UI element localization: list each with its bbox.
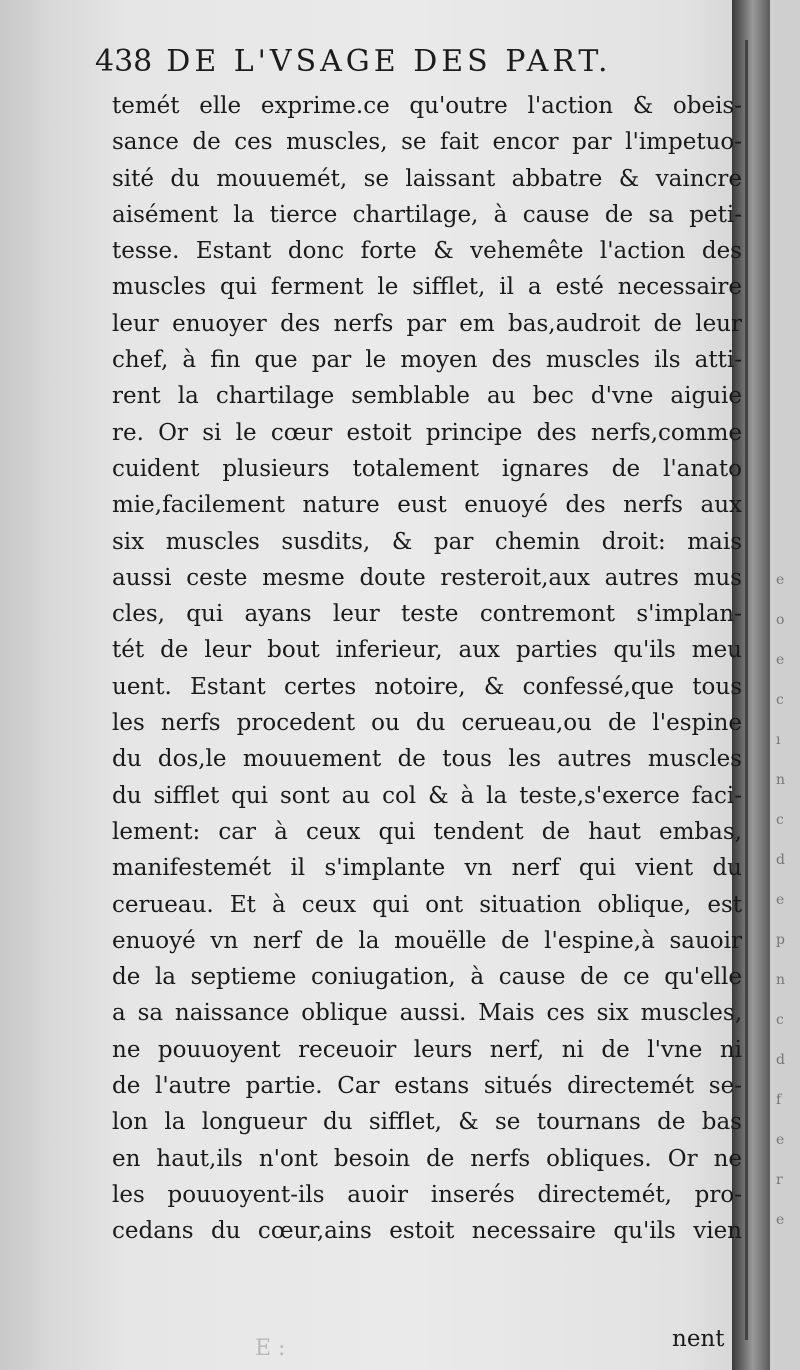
text-line: aisément la tierce chartilage, à cause de sa peti- [112,201,742,228]
text-line: les nerfs procedent ou du cerueau,ou de l'espine [112,710,742,737]
text-line: rent la chartilage semblable au bec d'vne aiguie [112,383,742,410]
text-line: aussi ceste mesme doute resteroit,aux autres mus [112,564,742,591]
text-line: leur enuoyer des nerfs par em bas,audroit de leur [112,310,742,337]
running-header [95,44,735,88]
text-line: a sa naissance oblique aussi. Mais ces six muscles, [112,1000,742,1027]
text-line: sance de ces muscles, se fait encor par l'impetuo- [112,129,742,156]
text-line: enuoyé vn nerf de la mouëlle de l'espine,à sauoir [112,927,742,954]
text-line: cedans du cœur,ains estoit necessaire qu'ils vien [112,1218,742,1245]
gutter-shadow [745,40,748,1340]
text-line: ne pouuoyent receuoir leurs nerf, ni de l'vne ni [112,1036,742,1063]
text-line: re. Or si le cœur estoit principe des nerfs,comme [112,419,742,446]
text-line: muscles qui ferment le sifflet, il a esté necessaire [112,274,742,301]
text-line: tét de leur bout inferieur, aux parties qu'ils meu [112,637,742,664]
text-line: manifestemét il s'implante vn nerf qui vient du [112,855,742,882]
text-line: cerueau. Et à ceux qui ont situation oblique, est [112,891,742,918]
text-line: cuident plusieurs totalement ignares de l'anato [112,455,742,482]
bleed-signature-mark: E : [255,1336,286,1361]
text-line: de l'autre partie. Car estans situés directemét se- [112,1073,742,1100]
body-text [112,88,742,1250]
text-line: en haut,ils n'ont besoin de nerfs obliques. Or ne [112,1145,742,1172]
text-line: six muscles susdits, & par chemin droit: mais [112,528,742,555]
text-line: les pouuoyent-ils auoir inserés directemét, pro- [112,1181,742,1208]
text-line: tesse. Estant donc forte & vehemête l'action des [112,238,742,265]
text-line: du dos,le mouuement de tous les autres muscles [112,746,742,773]
text-line: temét elle exprime.ce qu'outre l'action & obeis- [112,93,742,119]
text-line: lement: car à ceux qui tendent de haut embas, [112,818,742,845]
catchword: nent [672,1326,725,1352]
text-line: du sifflet qui sont au col & à la teste,s'exerce faci- [112,782,742,809]
facing-page-edge: e o e c ı n c d e p n c d f e r e [776,572,786,1228]
text-line: cles, qui ayans leur teste contremont s'implan- [112,601,742,628]
text-line: sité du mouuemét, se laissant abbatre & vaincre [112,165,742,192]
text-line: de la septieme coniugation, à cause de ce qu'elle [112,964,742,991]
text-line: uent. Estant certes notoire, & confessé,que tous [112,673,742,700]
text-line: mie,facilement nature eust enuoyé des nerfs aux [112,492,742,519]
text-line: chef, à fin que par le moyen des muscles ils atti- [112,347,742,374]
running-title: DE L'VSAGE DES PART. [166,44,612,79]
text-line: lon la longueur du sifflet, & se tournans de bas [112,1109,742,1136]
page-number: 438 [95,44,153,79]
